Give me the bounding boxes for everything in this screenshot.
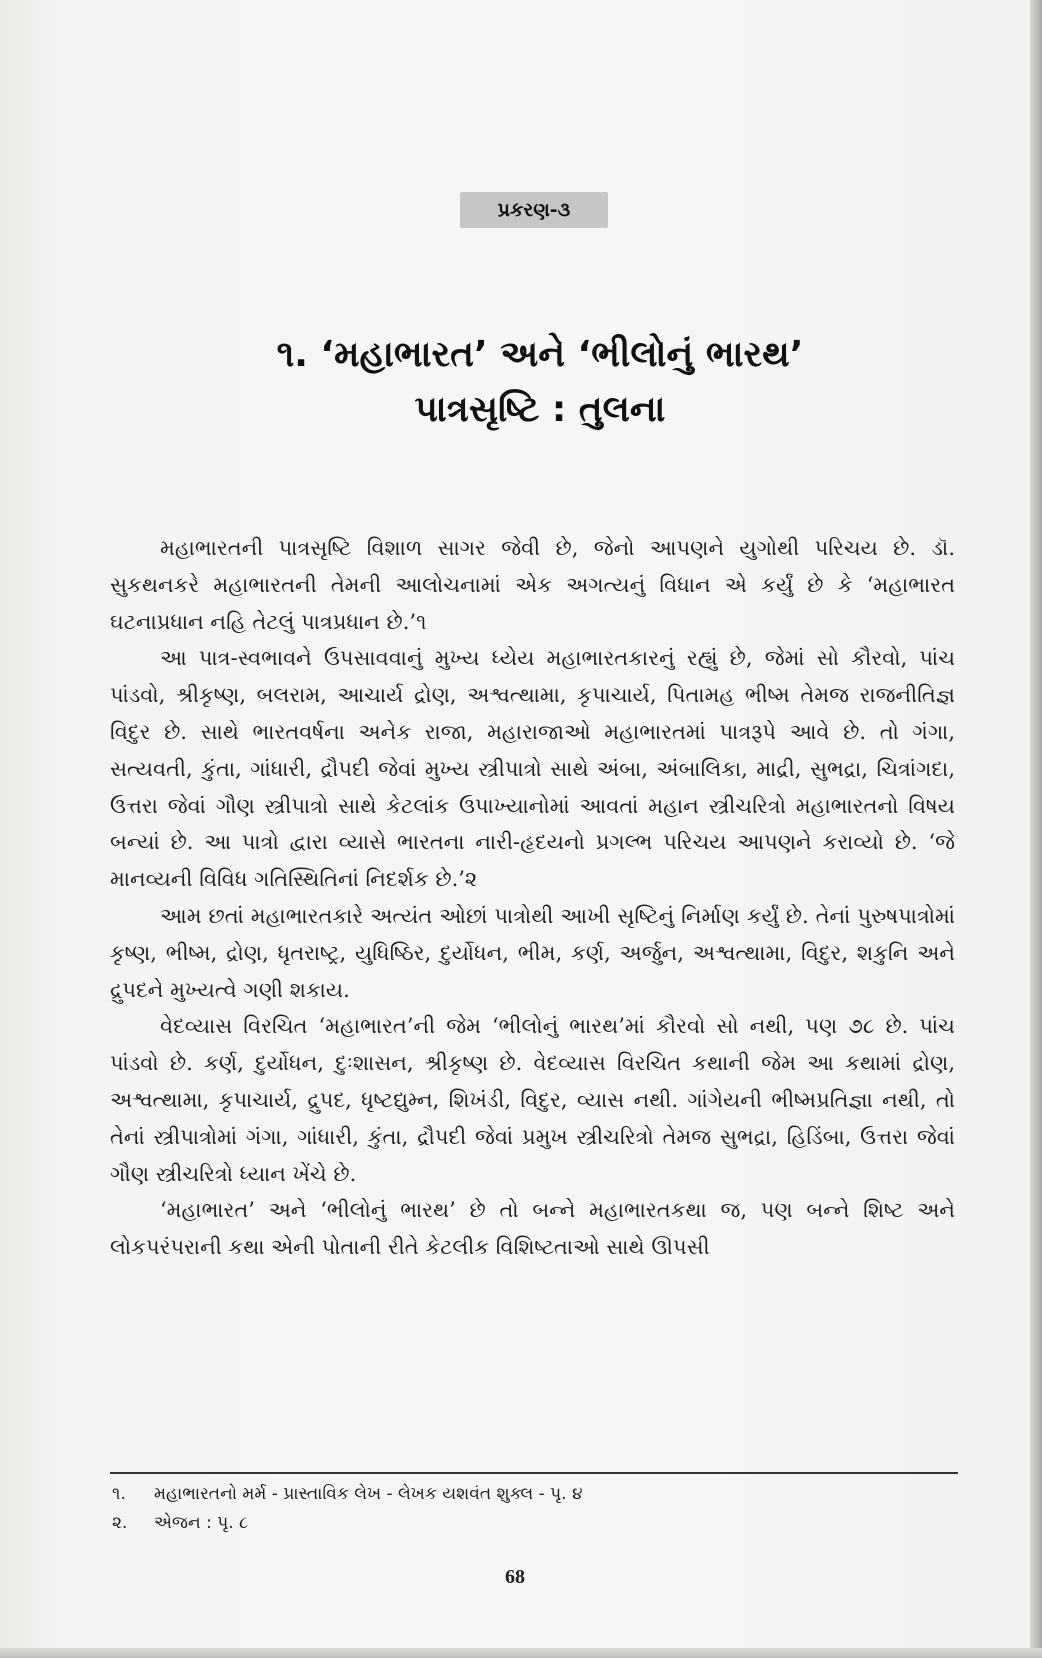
page-number: 68: [505, 1566, 525, 1588]
page-bottom-edge: [0, 1648, 1042, 1658]
paragraph: વેદવ્યાસ વિરચિત ‘મહાભારત’ની જેમ ‘ભીલોનું ભારથ’માં કૌરવો સો નથી, પણ ૭૮ છે. પાંચ પાંડવો છે. કર્ણ, દુર્યોધન, દુઃશાસન, શ્રીકૃષ્ણ છે. વેદવ્યાસ વિરચિત કથાની જેમ આ કથામાં દ્રોણ, અશ્વત્થામા, કૃપાચાર્ય, દ્રુપદ, ધૃષ્ટદ્યુમ્ન, શિખંડી, વિદુર, વ્યાસ નથી. ગાંગેયની ભીષ્મપ્રતિજ્ઞા નથી, તો તેનાં સ્ત્રીપાત્રોમાં ગંગા, ગાંધારી, કુંતા, દ્રૌપદી જેવાં પ્રમુખ સ્ત્રીચરિત્રો તેમજ સુભદ્રા, હિડિંબા, ઉત્તરા જેવાં ગૌણ સ્ત્રીચરિત્રો ધ્યાન ખેંચે છે.: [110, 1014, 955, 1186]
chapter-label: પ્રકરણ-૩: [460, 192, 608, 228]
book-spine-shadow: [1030, 0, 1042, 1658]
paragraph: ‘મહાભારત’ અને ‘ભીલોનું ભારથ’ છે તો બન્ને મહાભારતકથા જ, પણ બન્ને શિષ્ટ અને લોકપરંપરાની કથા એની પોતાની રીતે કેટલીક વિશિષ્ટતાઓ સાથે ઊપસી: [110, 1198, 955, 1260]
footnote-number: ૨.: [112, 1513, 128, 1533]
paragraph: મહાભારતની પાત્રસૃષ્ટિ વિશાળ સાગર જેવી છે, જેનો આપણને યુગોથી પરિચય છે. ડૉ. સુકથનકરે મહાભારતની તેમની આલોચનામાં એક અગત્યનું વિધાન એ કર્યું છે કે ‘મહાભારત ઘટનાપ્રધાન નહિ તેટલું પાત્રપ્રધાન છે.’૧: [110, 536, 955, 634]
body-text: [110, 530, 955, 1266]
paragraph: આ પાત્ર-સ્વભાવને ઉપસાવવાનું મુખ્ય ધ્યેય મહાભારતકારનું રહ્યું છે, જેમાં સો કૌરવો, પાંચ પાંડવો, શ્રીકૃષ્ણ, બલરામ, આચાર્ય દ્રોણ, અશ્વત્થામા, કૃપાચાર્ય, પિતામહ ભીષ્મ તેમજ રાજનીતિજ્ઞ વિદુર છે. સાથે ભારતવર્ષના અનેક રાજા, મહારાજાઓ મહાભારતમાં પાત્રરૂપે આવે છે. તો ગંગા, સત્યવતી, કુંતા, ગાંધારી, દ્રૌપદી જેવાં મુખ્ય સ્ત્રીપાત્રો સાથે અંબા, અંબાલિકા, માદ્રી, સુભદ્રા, ચિત્રાંગદા, ઉત્તરા જેવાં ગૌણ સ્ત્રીપાત્રો સાથે કેટલાંક ઉપાખ્યાનોમાં આવતાં મહાન સ્ત્રીચરિત્રો મહાભારતનો વિષય બન્યાં છે. આ પાત્રો દ્વારા વ્યાસે ભારતના નારી-હૃદયનો પ્રગલ્ભ પરિચય આપણને કરાવ્યો છે. ‘જે માનવ્યની વિવિધ ગતિસ્થિતિનાં નિદર્શક છે.’૨: [110, 646, 955, 892]
footnote-number: ૧.: [112, 1484, 126, 1504]
chapter-title-line-1: ૧. ‘મહાભારત’ અને ‘ભીલોનું ભારથ’: [276, 334, 804, 375]
chapter-title-line-2: પાત્રસૃષ્ટિ : તુલના: [414, 389, 666, 430]
footnote-item: [112, 1480, 952, 1509]
footnotes: [112, 1480, 952, 1538]
footnote-item: [112, 1509, 952, 1538]
paragraph: આમ છતાં મહાભારતકારે અત્યંત ઓછાં પાત્રોથી આખી સૃષ્ટિનું નિર્માણ કર્યું છે. તેનાં પુરુષપાત્રોમાં કૃષ્ણ, ભીષ્મ, દ્રોણ, ધૃતરાષ્ટ્ર, યુધિષ્ઠિર, દુર્યોધન, ભીમ, કર્ણ, અર્જુન, અશ્વત્થામા, વિદુર, શકુનિ અને દ્રુપદને મુખ્યત્વે ગણી શકાય.: [110, 903, 955, 1002]
footnote-divider: [110, 1472, 958, 1474]
footnote-text: એજન : પૃ. ૮: [154, 1513, 249, 1533]
footnote-text: મહાભારતનો મર્મ - પ્રાસ્તાવિક લેખ - લેખક યશવંત શુક્લ - પૃ. ૪: [154, 1484, 583, 1504]
